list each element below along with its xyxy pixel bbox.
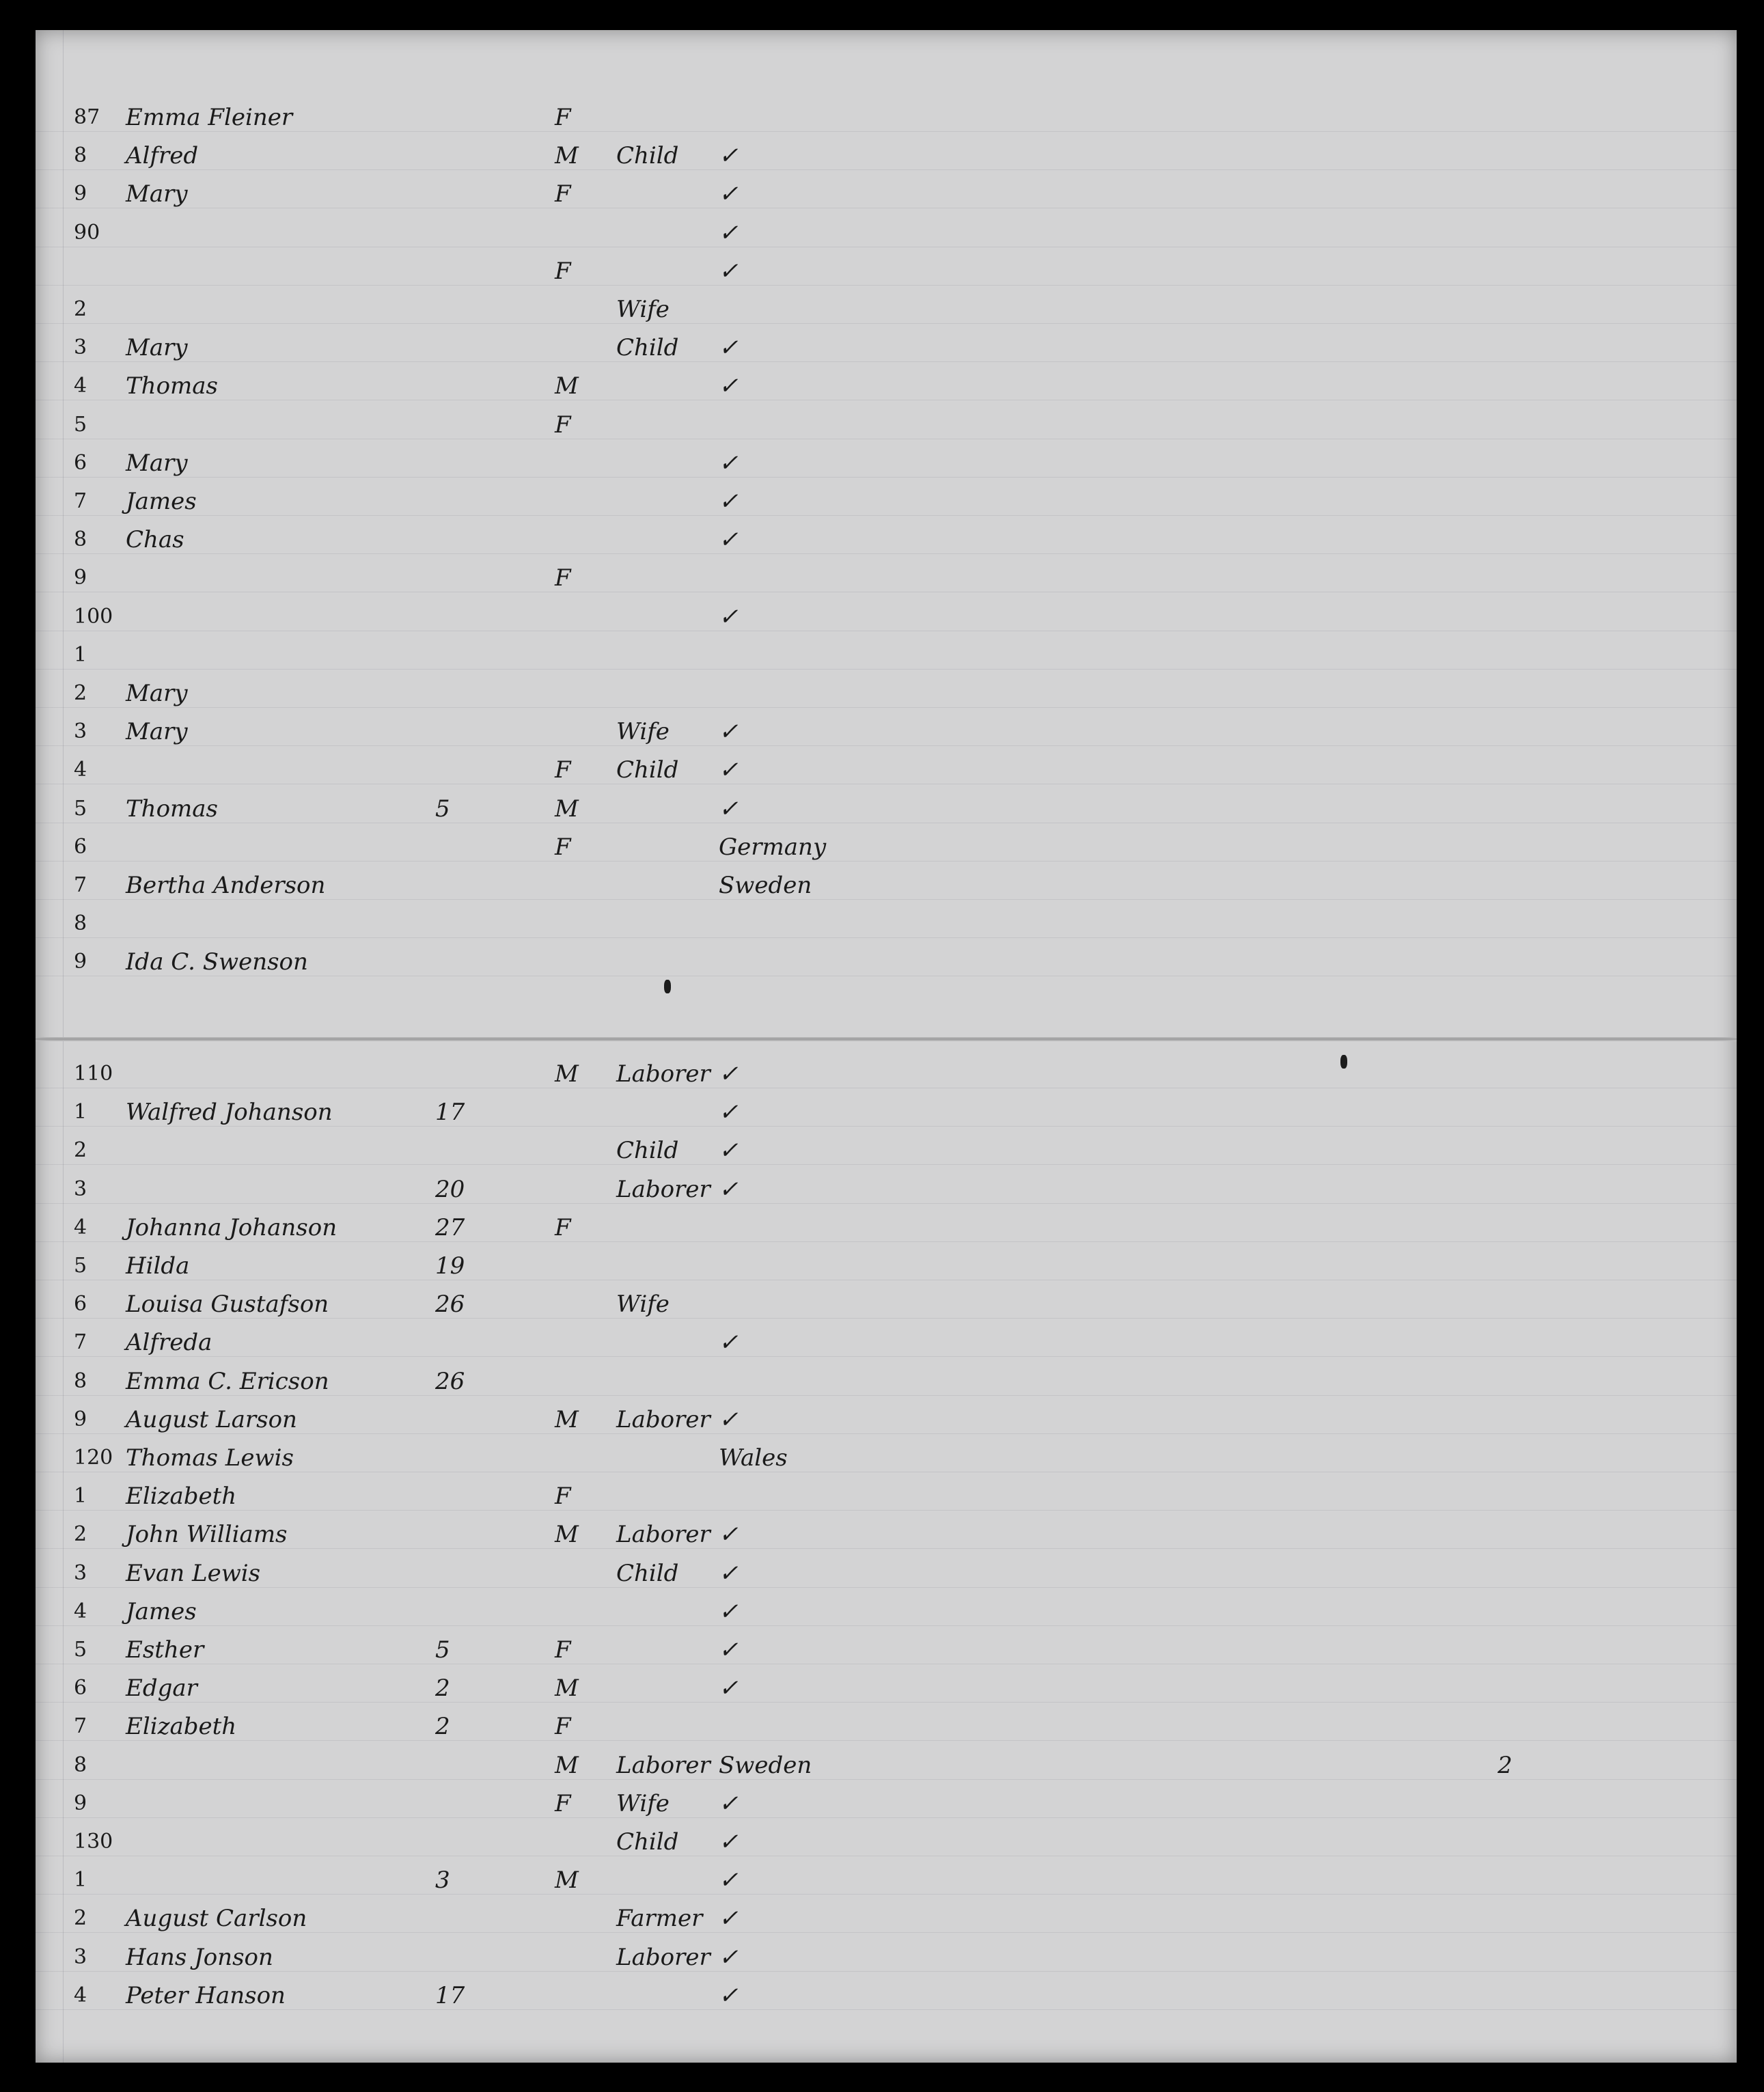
census-row [36,1439,1737,1477]
sex-value: F [555,756,571,784]
sex-value: F [555,1636,571,1664]
birthplace: ✓ [719,257,739,285]
age-value: 17 [435,1099,465,1127]
sex-value: M [555,142,579,170]
census-row [36,521,1737,559]
relation-occupation: Laborer [616,1060,711,1088]
person-name: Chas [126,526,184,554]
birthplace: ✓ [719,219,739,247]
entry-number: 110 [74,1062,113,1086]
ink-blot [664,980,671,993]
birthplace: ✓ [719,1329,739,1357]
relation-occupation: Wife [616,718,670,746]
person-name: John Williams [126,1521,288,1549]
census-row [36,1515,1737,1554]
relation-occupation: Laborer [616,1175,711,1203]
sex-value: F [555,1213,571,1241]
entry-number: 7 [74,1714,87,1739]
entry-number: 3 [74,335,87,360]
census-row [36,1785,1737,1823]
census-row [36,1746,1737,1785]
sex-value: M [555,795,579,823]
sex-value: F [555,411,571,439]
census-row [36,1977,1737,2015]
birthplace: ✓ [719,1060,739,1088]
birthplace: ✓ [719,1828,739,1856]
entry-number: 87 [74,105,100,129]
census-row [36,444,1737,482]
entry-number: 1 [74,642,87,667]
entry-number: 2 [74,681,87,705]
age-value: 5 [435,795,450,823]
entry-number: 9 [74,950,87,974]
sex-value: F [555,257,571,285]
person-name: Elizabeth [126,1483,237,1511]
census-row [36,367,1737,405]
person-name: Louisa Gustafson [126,1291,329,1319]
census-row [36,1823,1737,1861]
person-name: Bertha Anderson [126,872,326,899]
birthplace: ✓ [719,372,739,400]
person-name: Walfred Johanson [126,1099,333,1127]
census-row [36,674,1737,713]
birthplace: ✓ [719,1137,739,1165]
entry-number: 3 [74,1944,87,1969]
age-value: 20 [435,1175,465,1203]
census-row [36,1401,1737,1439]
census-row [36,329,1737,367]
person-name: Elizabeth [126,1713,237,1741]
census-row [36,1362,1737,1401]
census-row [36,713,1737,751]
census-row [36,1631,1737,1669]
census-row [36,1093,1737,1131]
person-name: Esther [126,1636,204,1664]
birthplace: ✓ [719,1867,739,1895]
entry-number: 8 [74,143,87,168]
person-name: Evan Lewis [126,1559,261,1587]
relation-occupation: Laborer [616,1943,711,1971]
census-row [36,943,1737,981]
census-row [36,1477,1737,1515]
person-name: Hans Jonson [126,1943,273,1971]
relation-occupation: Wife [616,1789,670,1817]
entry-number: 6 [74,1292,87,1317]
entry-number: 9 [74,566,87,590]
person-name: August Carlson [126,1905,307,1933]
entry-number: 8 [74,1752,87,1777]
sex-value: M [555,372,579,400]
relation-occupation: Child [616,1828,679,1856]
birthplace: ✓ [719,718,739,746]
census-page [36,30,1737,2063]
person-name: Hilda [126,1252,190,1280]
census-row [36,905,1737,943]
birthplace: ✓ [719,526,739,554]
census-row [36,1861,1737,1899]
entry-number: 7 [74,1330,87,1355]
entry-number: 5 [74,1638,87,1662]
birthplace: ✓ [719,1675,739,1703]
census-row [36,175,1737,213]
relation-occupation: Laborer [616,1751,711,1779]
birthplace: ✓ [719,1905,739,1933]
age-value: 3 [435,1867,450,1895]
entry-number: 3 [74,1560,87,1585]
person-name: Mary [126,180,188,208]
entry-number: 5 [74,1254,87,1278]
birthplace: ✓ [719,334,739,362]
entry-number: 1 [74,1100,87,1125]
sex-value: F [555,180,571,208]
entry-number: 4 [74,1983,87,2007]
relation-occupation: Child [616,334,679,362]
census-row [36,598,1737,636]
relation-occupation: Wife [616,1291,670,1319]
sex-value: F [555,1483,571,1511]
entry-number: 5 [74,412,87,437]
entry-number: 9 [74,1791,87,1815]
person-name: Emma Fleiner [126,104,293,131]
census-row [36,1131,1737,1170]
person-name: James [126,1597,197,1625]
birthplace: ✓ [719,1981,739,2009]
person-name: Emma C. Ericson [126,1367,329,1395]
census-row [36,290,1737,329]
person-name: August Larson [126,1405,297,1433]
entry-number: 4 [74,1215,87,1239]
sex-value: M [555,1751,579,1779]
entry-number: 8 [74,1368,87,1393]
entry-number: 1 [74,1484,87,1509]
entry-number: 4 [74,374,87,398]
census-row [36,828,1737,866]
person-name: Thomas Lewis [126,1444,294,1472]
census-row [36,1554,1737,1593]
sex-value: M [555,1060,579,1088]
entry-number: 120 [74,1446,113,1470]
entry-number: 6 [74,834,87,859]
birthplace: ✓ [719,449,739,477]
entry-number: 6 [74,1676,87,1701]
birthplace: ✓ [719,142,739,170]
birthplace: ✓ [719,1789,739,1817]
sex-value: F [555,564,571,592]
birthplace: ✓ [719,180,739,208]
entry-number: 4 [74,758,87,782]
entry-number: 1 [74,1868,87,1893]
person-name: Mary [126,334,188,362]
person-name: Mary [126,718,188,746]
census-row [36,1938,1737,1977]
age-value: 26 [435,1367,465,1395]
birthplace: ✓ [719,603,739,631]
entry-number: 7 [74,873,87,897]
census-row [36,1707,1737,1746]
census-row [36,137,1737,175]
census-row [36,1323,1737,1362]
sex-value: F [555,104,571,131]
census-row [36,1209,1737,1247]
census-row [36,1247,1737,1285]
entry-number: 9 [74,1407,87,1431]
birthplace: ✓ [719,1943,739,1971]
birthplace: ✓ [719,1597,739,1625]
birthplace: ✓ [719,1521,739,1549]
census-row [36,636,1737,674]
person-name: Alfreda [126,1329,212,1357]
person-name: Johanna Johanson [126,1213,337,1241]
sex-value: F [555,1713,571,1741]
census-row [36,482,1737,521]
birthplace: Sweden [719,1751,812,1779]
relation-occupation: Child [616,1559,679,1587]
census-row [36,406,1737,444]
relation-occupation: Farmer [616,1905,703,1933]
census-row [36,1285,1737,1323]
page-fold [36,1037,1737,1041]
sex-value: F [555,1789,571,1817]
census-row [36,790,1737,828]
birthplace: ✓ [719,488,739,515]
relation-occupation: Wife [616,296,670,323]
census-row [36,252,1737,290]
age-value: 2 [435,1675,450,1703]
birthplace: Wales [719,1444,788,1472]
relation-occupation: Laborer [616,1405,711,1433]
person-name: Thomas [126,795,219,823]
birthplace: ✓ [719,1175,739,1203]
person-name: Ida C. Swenson [126,948,308,976]
person-name: Alfred [126,142,199,170]
age-value: 27 [435,1213,465,1241]
relation-occupation: Child [616,142,679,170]
person-name: Mary [126,449,188,477]
age-value: 17 [435,1981,465,2009]
entry-number: 4 [74,1599,87,1623]
entry-number: 100 [74,604,113,629]
person-name: Edgar [126,1675,197,1703]
census-row [36,751,1737,789]
person-name: Peter Hanson [126,1981,286,2009]
entry-number: 130 [74,1830,113,1854]
entry-number: 7 [74,489,87,513]
census-row [36,1593,1737,1631]
entry-number: 8 [74,911,87,936]
census-row [36,1170,1737,1209]
birthplace: ✓ [719,1405,739,1433]
census-row [36,1669,1737,1707]
person-name: Thomas [126,372,219,400]
age-value: 19 [435,1252,465,1280]
entry-number: 5 [74,796,87,821]
sex-value: M [555,1521,579,1549]
census-row [36,1899,1737,1938]
relation-occupation: Child [616,756,679,784]
age-value: 2 [435,1713,450,1741]
birthplace: ✓ [719,1099,739,1127]
entry-number: 9 [74,182,87,206]
census-row [36,214,1737,252]
birthplace: ✓ [719,1559,739,1587]
age-value: 26 [435,1291,465,1319]
entry-number: 2 [74,1522,87,1547]
birthplace: ✓ [719,1636,739,1664]
relation-occupation: Laborer [616,1521,711,1549]
entry-number: 2 [74,297,87,321]
census-row [36,1055,1737,1093]
census-row [36,559,1737,597]
entry-number: 3 [74,719,87,744]
census-row [36,98,1737,137]
sex-value: F [555,833,571,861]
birthplace: ✓ [719,795,739,823]
person-name: Mary [126,680,188,707]
birthplace: ✓ [719,756,739,784]
entry-number: 6 [74,450,87,475]
entry-number: 8 [74,527,87,552]
relation-occupation: Child [616,1137,679,1165]
entry-number: 2 [74,1906,87,1931]
person-name: James [126,488,197,515]
birthplace: Sweden [719,872,812,899]
sex-value: M [555,1867,579,1895]
entry-number: 3 [74,1176,87,1201]
birthplace: Germany [719,833,827,861]
entry-number: 90 [74,220,100,245]
sex-value: M [555,1675,579,1703]
census-row [36,866,1737,905]
sex-value: M [555,1405,579,1433]
entry-number: 2 [74,1138,87,1163]
extra-mark: 2 [1498,1751,1513,1779]
age-value: 5 [435,1636,450,1664]
